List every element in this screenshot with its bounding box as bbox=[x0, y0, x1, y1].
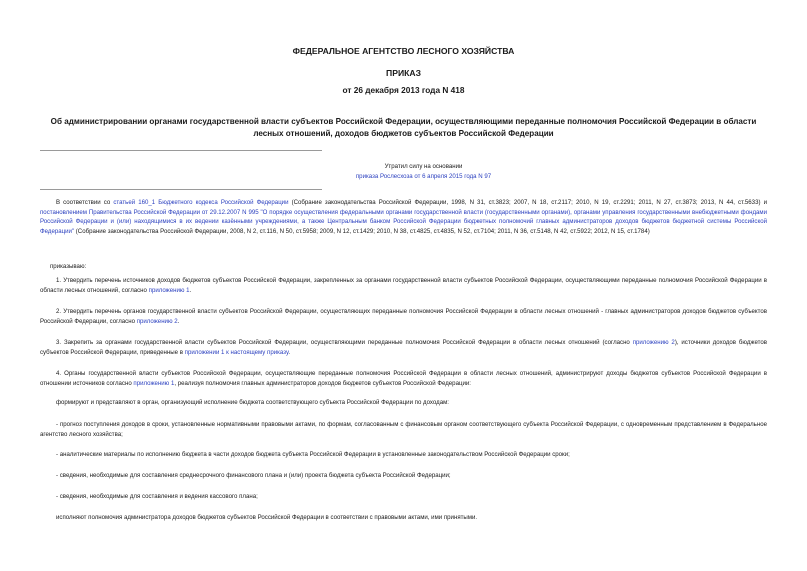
preamble-text-3: (Собрание законодательства Российской Федерации, 2008, N 2, ст.116, N 50, ст.5958; 2009, N 12, ст.1429; 2010, N 38, ст.4825, ст.4835, N 52, ст.7104; 2011, N 36, ст.5148, N 42, ст.5922; 2012, N 15, ст.1784) bbox=[74, 227, 650, 235]
document-title: Об администрировании органами государственной власти субъектов Российской Федерации, осуществляющими переданные полномочия Российской Федерации в области лесных отношений, доходов бюджетов субъектов Российской Федерации bbox=[50, 117, 757, 138]
clause-4-text: 4. Органы государственной власти субъектов Российской Федерации, осуществляющие переданные полномочия Российской Федерации в области лесных отношений, администрируют доходы бюджетов субъектов Российской Федерации в отношении источников согласно bbox=[40, 370, 767, 387]
appendix-2-link[interactable]: приложению 2 bbox=[136, 317, 178, 325]
clause-1-text: 1. Утвердить перечень источников доходов бюджетов субъектов Российской Федерации, закрепленных за органами государственной власти субъектов Российской Федерации, осуществляющими переданные полномочия Российской Федерации в области лесных отношений, согласно bbox=[40, 277, 767, 294]
clause-3-text-2: ), источники доходов бюджетов субъектов Российской Федерации, приведенные в bbox=[40, 339, 767, 356]
clause-3-text: 3. Закрепить за органами государственной власти субъектов Российской Федерации, осуществляющими переданные полномочия Российской Федерации в области лесных отношений (согласно bbox=[56, 339, 633, 346]
clause-4 bbox=[40, 369, 767, 388]
agency-heading: ФЕДЕРАЛЬНОЕ АГЕНТСТВО ЛЕСНОГО ХОЗЯЙСТВА bbox=[292, 46, 515, 56]
clause-2 bbox=[40, 307, 767, 326]
clause-1 bbox=[40, 276, 767, 295]
order-word: приказываю: bbox=[50, 263, 87, 270]
appendix-1-link[interactable]: приложению 1 bbox=[133, 379, 175, 387]
appendix-1-link[interactable]: приложению 1 bbox=[148, 286, 190, 294]
clause-4-financial-plan: - сведения, необходимые для составления среднесрочного финансового плана и (или) проекта бюджета субъекта Российской Федерации; bbox=[56, 472, 451, 479]
repeal-note: Утратил силу на основании bbox=[384, 163, 463, 170]
document-date: от 26 декабря 2013 года N 418 bbox=[342, 85, 465, 95]
clause-4-forms: формируют и представляют в орган, организующий исполнение бюджета соответствующего субъекта Российской Федерации по доходам: bbox=[56, 399, 449, 406]
clause-4-forecast: - прогноз поступления доходов в сроки, установленные нормативными правовыми актами, по формам, согласованным с финансовым органом соответствующего субъекта Российской Федерации, с одновременным представлением в Федеральное агентство лесного хозяйства; bbox=[40, 421, 767, 438]
clause-3-end: . bbox=[288, 348, 291, 356]
preamble-text-1: В соответствии со bbox=[56, 199, 114, 206]
budget-code-link[interactable]: статьей 160_1 Бюджетного кодекса Российской Федерации bbox=[113, 199, 289, 206]
appendix-1-order-link[interactable]: приложении 1 к настоящему приказу bbox=[184, 348, 289, 356]
document-type: ПРИКАЗ bbox=[386, 68, 421, 78]
clause-4-analytics: - аналитические материалы по исполнению бюджета в части доходов бюджета субъекта Российской Федерации в установленные законодательством Российской Федерации сроки; bbox=[56, 451, 570, 458]
divider-top bbox=[40, 150, 322, 151]
preamble-paragraph bbox=[40, 198, 767, 236]
appendix-2-link[interactable]: приложению 2 bbox=[632, 339, 675, 346]
clause-1-end: . bbox=[189, 286, 192, 294]
clause-3 bbox=[40, 338, 767, 357]
repeal-note-line2 bbox=[300, 172, 547, 182]
clause-2-text: 2. Утвердить перечень органов государственной власти субъектов Российской Федерации, осуществляющих переданные полномочия Российской Федерации в области лесных отношений - главных администраторов доходов бюджетов субъектов Российской Федерации, согласно bbox=[40, 308, 767, 325]
divider-bottom bbox=[40, 189, 322, 190]
government-decree-link[interactable]: постановлением Правительства Российской Федерации от 29.12.2007 N 995 "О порядке осуществления федеральными органами государственной власти (государственными органами), органами управления государственными внебюджетными фондами Российской Федерации и (или) находящимися в их ведении казёнными учреждениями, а также Центральным банком Российской Федерации бюджетных полномочий главных администраторов доходов бюджетов бюджетной системы Российской Федерации" bbox=[40, 208, 767, 235]
clause-4-execution: исполняют полномочия администратора доходов бюджетов субъектов Российской Федерации в соответствии с правовыми актами, ими принятыми. bbox=[56, 514, 478, 521]
preamble-text-2: (Собрание законодательства Российской Федерации, 1998, N 31, ст.3823; 2007, N 18, ст.2117; 2010, N 19, ст.2291; 2011, N 27, ст.3873; 2013, N 44, ст.5633) и bbox=[288, 199, 767, 206]
clause-4-cash-plan: - сведения, необходимые для составления и ведения кассового плана; bbox=[56, 493, 258, 500]
clause-4-end: , реализуя полномочия главных администраторов доходов бюджетов субъектов Российской Федерации: bbox=[174, 379, 471, 387]
clause-2-end: . bbox=[177, 317, 180, 325]
repeal-order-link[interactable]: приказа Рослесхоза от 6 апреля 2015 года N 97 bbox=[355, 173, 492, 180]
